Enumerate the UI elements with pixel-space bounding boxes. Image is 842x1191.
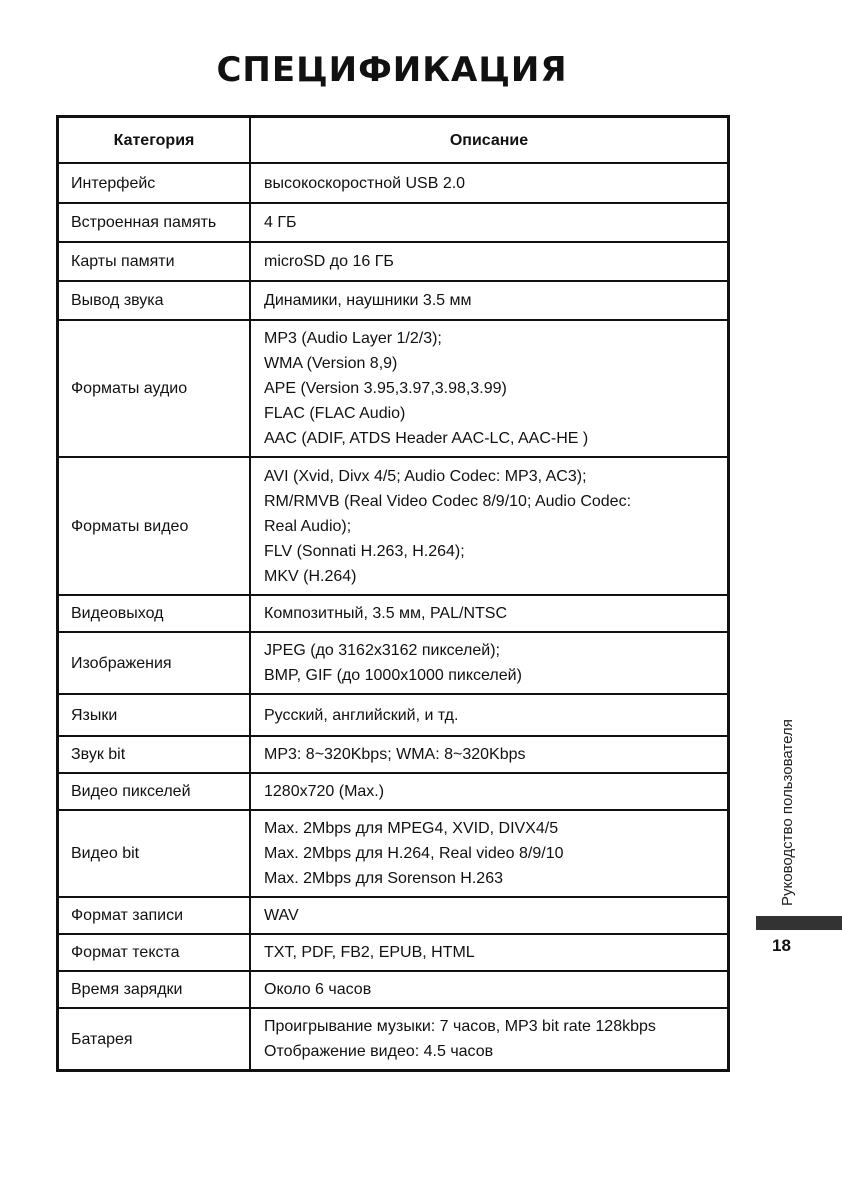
category-cell: Языки [58, 694, 251, 736]
category-cell: Видео пикселей [58, 773, 251, 810]
description-line: MKV (H.264) [264, 567, 357, 585]
category-cell: Видео bit [58, 810, 251, 897]
description-cell [250, 971, 729, 1008]
description-cell [250, 163, 729, 203]
category-cell: Изображения [58, 632, 251, 694]
description-cell [250, 320, 729, 457]
side-tab-bar [756, 916, 842, 930]
description-line: Real Audio); [264, 517, 352, 535]
description-cell [250, 897, 729, 934]
table-row [58, 281, 729, 320]
category-header: Категория [58, 117, 251, 164]
page-number: 18 [772, 936, 791, 955]
description-cell [250, 736, 729, 773]
category-cell: Карты памяти [58, 242, 251, 281]
table-row [58, 971, 729, 1008]
table-row [58, 934, 729, 971]
description-line: 1280x720 (Max.) [264, 783, 385, 800]
description-cell [250, 810, 729, 897]
description-cell [250, 242, 729, 281]
page-title: СПЕЦИФИКАЦИЯ [216, 50, 568, 90]
description-header: Описание [250, 117, 729, 164]
description-line: Русский, английский, и тд. [264, 706, 459, 724]
description-line: APE (Version 3.95,3.97,3.98,3.99) [264, 380, 507, 397]
side-section-label: Руководство пользователя [779, 719, 796, 906]
category-cell: Видеовыход [58, 595, 251, 632]
table-row [58, 736, 729, 773]
description-cell [250, 203, 729, 242]
table-row [58, 595, 729, 632]
category-cell: Формат текста [58, 934, 251, 971]
description-line: Max. 2Mbps для Sorenson H.263 [264, 870, 503, 887]
description-cell [250, 595, 729, 632]
spec-table [56, 115, 730, 1072]
description-line: Около 6 часов [264, 981, 372, 998]
category-cell: Интерфейс [58, 163, 251, 203]
description-line: Max. 2Mbps для MPEG4, XVID, DIVX4/5 [264, 820, 559, 837]
description-line: Композитный, 3.5 мм, PAL/NTSC [264, 605, 507, 622]
description-line: MP3 (Audio Layer 1/2/3); [264, 330, 442, 347]
description-line: 4 ГБ [264, 214, 297, 231]
table-row [58, 320, 729, 457]
description-line: AVI (Xvid, Divx 4/5; Audio Codec: MP3, AC3); [264, 467, 587, 485]
category-cell: Форматы аудио [58, 320, 251, 457]
table-row [58, 242, 729, 281]
table-row [58, 163, 729, 203]
description-line: Проигрывание музыки: 7 часов, MP3 bit rate 128kbps [264, 1018, 656, 1035]
category-cell: Формат записи [58, 897, 251, 934]
description-line: microSD до 16 ГБ [264, 253, 394, 270]
description-line: Max. 2Mbps для H.264, Real video 8/9/10 [264, 845, 564, 862]
description-line: WAV [264, 907, 299, 924]
table-header-row [58, 117, 729, 164]
table-row [58, 897, 729, 934]
description-cell [250, 694, 729, 736]
description-line: Динамики, наушники 3.5 мм [264, 292, 472, 309]
category-cell: Время зарядки [58, 971, 251, 1008]
description-cell [250, 281, 729, 320]
table-row [58, 773, 729, 810]
table-row [58, 457, 729, 595]
description-line: MP3: 8~320Kbps; WMA: 8~320Kbps [264, 746, 526, 763]
table-row [58, 1008, 729, 1071]
description-cell [250, 1008, 729, 1071]
description-line: Отображение видео: 4.5 часов [264, 1043, 494, 1060]
category-cell: Вывод звука [58, 281, 251, 320]
category-cell: Форматы видео [58, 457, 251, 595]
description-line: JPEG (до 3162x3162 пикселей); [264, 642, 500, 659]
description-line: RM/RMVB (Real Video Codec 8/9/10; Audio Codec: [264, 492, 632, 510]
category-cell: Звук bit [58, 736, 251, 773]
table-row [58, 694, 729, 736]
description-line: FLV (Sonnati H.263, H.264); [264, 542, 465, 560]
table-row [58, 632, 729, 694]
description-cell [250, 632, 729, 694]
table-row [58, 203, 729, 242]
description-line: BMP, GIF (до 1000x1000 пикселей) [264, 667, 522, 684]
spec-table-body [58, 163, 729, 1071]
description-cell [250, 773, 729, 810]
description-cell [250, 457, 729, 595]
category-cell: Батарея [58, 1008, 251, 1071]
description-line: TXT, PDF, FB2, EPUB, HTML [264, 944, 475, 961]
description-line: WMA (Version 8,9) [264, 355, 398, 372]
category-cell: Встроенная память [58, 203, 251, 242]
description-line: FLAC (FLAC Audio) [264, 405, 406, 422]
description-line: AAC (ADIF, ATDS Header AAC-LC, AAC-HE ) [264, 430, 589, 447]
description-line: высокоскоростной USB 2.0 [264, 174, 466, 192]
table-row [58, 810, 729, 897]
description-cell [250, 934, 729, 971]
